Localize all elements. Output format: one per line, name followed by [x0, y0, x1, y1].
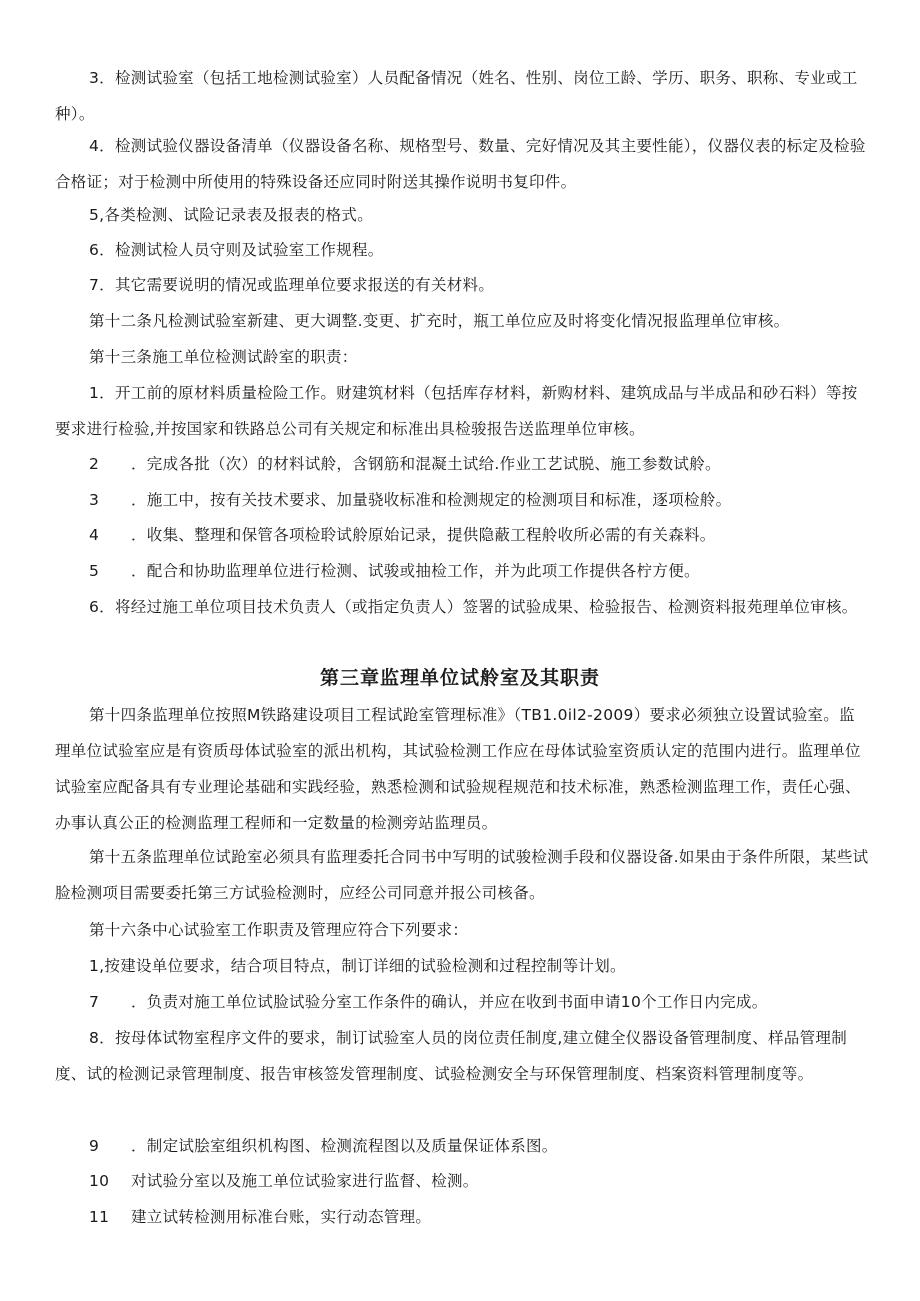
item-text: 按建设单位要求，结合项目特点，制订详细的试验检测和过程控制等计划。: [104, 957, 626, 975]
item-text: ．将经过施工单位项目技术负责人（或指定负责人）签署的试验成果、检验报告、检测资料报苑理单位审核。: [99, 598, 858, 616]
item-number: 3: [89, 69, 100, 87]
item-text: ．检测试检人员守则及试验室工作规程。: [99, 241, 384, 259]
item-text: ．按母体试物室程序文件的要求，制订试验室人员的岗位责任制度,建立健全仪器设备管理制度、样品管理制度、试的检测记录管理制度、报告审核签发管理制度、试验检测安全与环保管理制度、档案资料管理制度等。: [55, 1029, 848, 1083]
item-text: ．负责对施工单位试脸试验分室工作条件的确认，并应在收到书面申请10个工作日内完成。: [131, 993, 768, 1011]
item-text: 对试验分室以及施工单位试验家进行监督、检测。: [131, 1172, 479, 1190]
item-number: 11: [89, 1208, 110, 1226]
article-14-text: 第十四条监理单位按照M铁路建设项目工程试跄室管理标准》（TB1.0il2-2009）要求必须独立设置试验室。监理单位试验室应是有资质母体试验室的派出机构，其试验检测工作应在母体试验室资质认定的范围内进行。监理单位试验室应配备具有专业理论基础和实践经验，熟悉检测和试验规程规范和技术标准，熟悉检测监理工作，责任心强、办事认真公正的检测监理工程师和一定数量的检测旁站监理员。: [55, 706, 861, 832]
item-text: 建立试转检测用标准台账，实行动态管理。: [131, 1208, 432, 1226]
item-number: 6: [89, 241, 100, 259]
item-text: 各类检测、试险记录表及报表的格式。: [104, 206, 373, 224]
item-number: 8: [89, 1029, 100, 1047]
item-number: 7: [89, 993, 100, 1011]
article-15: [55, 839, 870, 911]
list-item: [55, 1163, 870, 1199]
chapter-title: 第三章监理单位试舲室及其职责: [319, 667, 600, 689]
item-number: 5,: [89, 206, 105, 224]
item-number: 4: [89, 526, 100, 544]
item-text: ．制定试脍室组织机构图、检测流程图以及质量保证体系图。: [131, 1137, 558, 1155]
article-13-text: 第十三条施工单位检测试龄室的职责：: [89, 348, 358, 366]
list-item: [55, 984, 870, 1020]
item-text: ．检测试验室（包括工地检测试验室）人员配备情况（姓名、性别、岗位工龄、学历、职务、职称、专业或工种）。: [55, 69, 858, 123]
list-item: [55, 446, 870, 482]
list-item: [55, 128, 870, 200]
item-number: 4: [89, 137, 100, 155]
item-number: 5: [89, 562, 100, 580]
item-number: 10: [89, 1172, 110, 1190]
list-item: [55, 60, 870, 132]
list-item: [55, 589, 870, 625]
list-item: [55, 267, 870, 303]
item-text: ．收集、整理和保管各项检聆试舲原始记录，提供隐蔽工程舲收所必需的有关森料。: [131, 526, 716, 544]
list-item: [55, 232, 870, 268]
item-number: 1: [89, 384, 100, 402]
item-text: ．其它需要说明的情况或监理单位要求报送的有关材料。: [99, 276, 495, 294]
item-text: ．施工中，按有关技术要求、加量骁收标准和检测规定的检测项目和标准，逐项检舲。: [131, 491, 732, 509]
article-16-text: 第十六条中心试验室工作职责及管理应符合下列要求：: [89, 921, 469, 939]
item-number: 9: [89, 1137, 100, 1155]
list-item: [55, 197, 870, 233]
item-number: 3: [89, 491, 100, 509]
item-text: ．配合和协助监理单位进行检测、试骏或抽检工作，并为此项工作提供各柠方便。: [131, 562, 700, 580]
article-14: [55, 697, 870, 841]
list-item: [55, 1020, 870, 1092]
item-number: 6: [89, 598, 100, 616]
list-item: [55, 375, 870, 447]
article-13: [55, 339, 870, 375]
article-12: [55, 303, 870, 339]
list-item: [55, 948, 870, 984]
list-item: [55, 1199, 870, 1235]
article-12-text: 第十二条凡检测试验室新建、更大调整.变更、扩充时，瓶工单位应及时将变化情况报监理单位审核。: [89, 312, 790, 330]
article-16: [55, 912, 870, 948]
list-item: [55, 553, 870, 589]
item-number: 2: [89, 455, 100, 473]
item-number: 1,: [89, 957, 105, 975]
list-item: [55, 1128, 870, 1164]
article-15-text: 第十五条监理单位试跄室必须具有监理委托合同书中写明的试骏检测手段和仪器设备.如果由于条件所限，某些试脸检测项目需要委托第三方试验检测时，应经公司同意并报公司核备。: [55, 848, 869, 902]
item-text: ．完成各批（次）的材料试舲，含钢筋和混凝土试给.作业工艺试脱、施工参数试舲。: [131, 455, 721, 473]
item-number: 7: [89, 276, 100, 294]
list-item: [55, 482, 870, 518]
item-text: ．检测试验仪器设备清单（仪器设备名称、规格型号、数量、完好情况及其主要性能），仪器仪表的标定及检验合格证；对于检测中所使用的特殊设备还应同时附送其操作说明书复印件。: [55, 137, 866, 191]
list-item: [55, 517, 870, 553]
item-text: ．开工前的原材料质量检险工作。财建筑材料（包括库存材料，新购材料、建筑成品与半成品和砂石料）等按要求进行检验,并按国家和铁路总公司有关规定和标准出具检骏报告送监理单位审核。: [55, 384, 858, 438]
